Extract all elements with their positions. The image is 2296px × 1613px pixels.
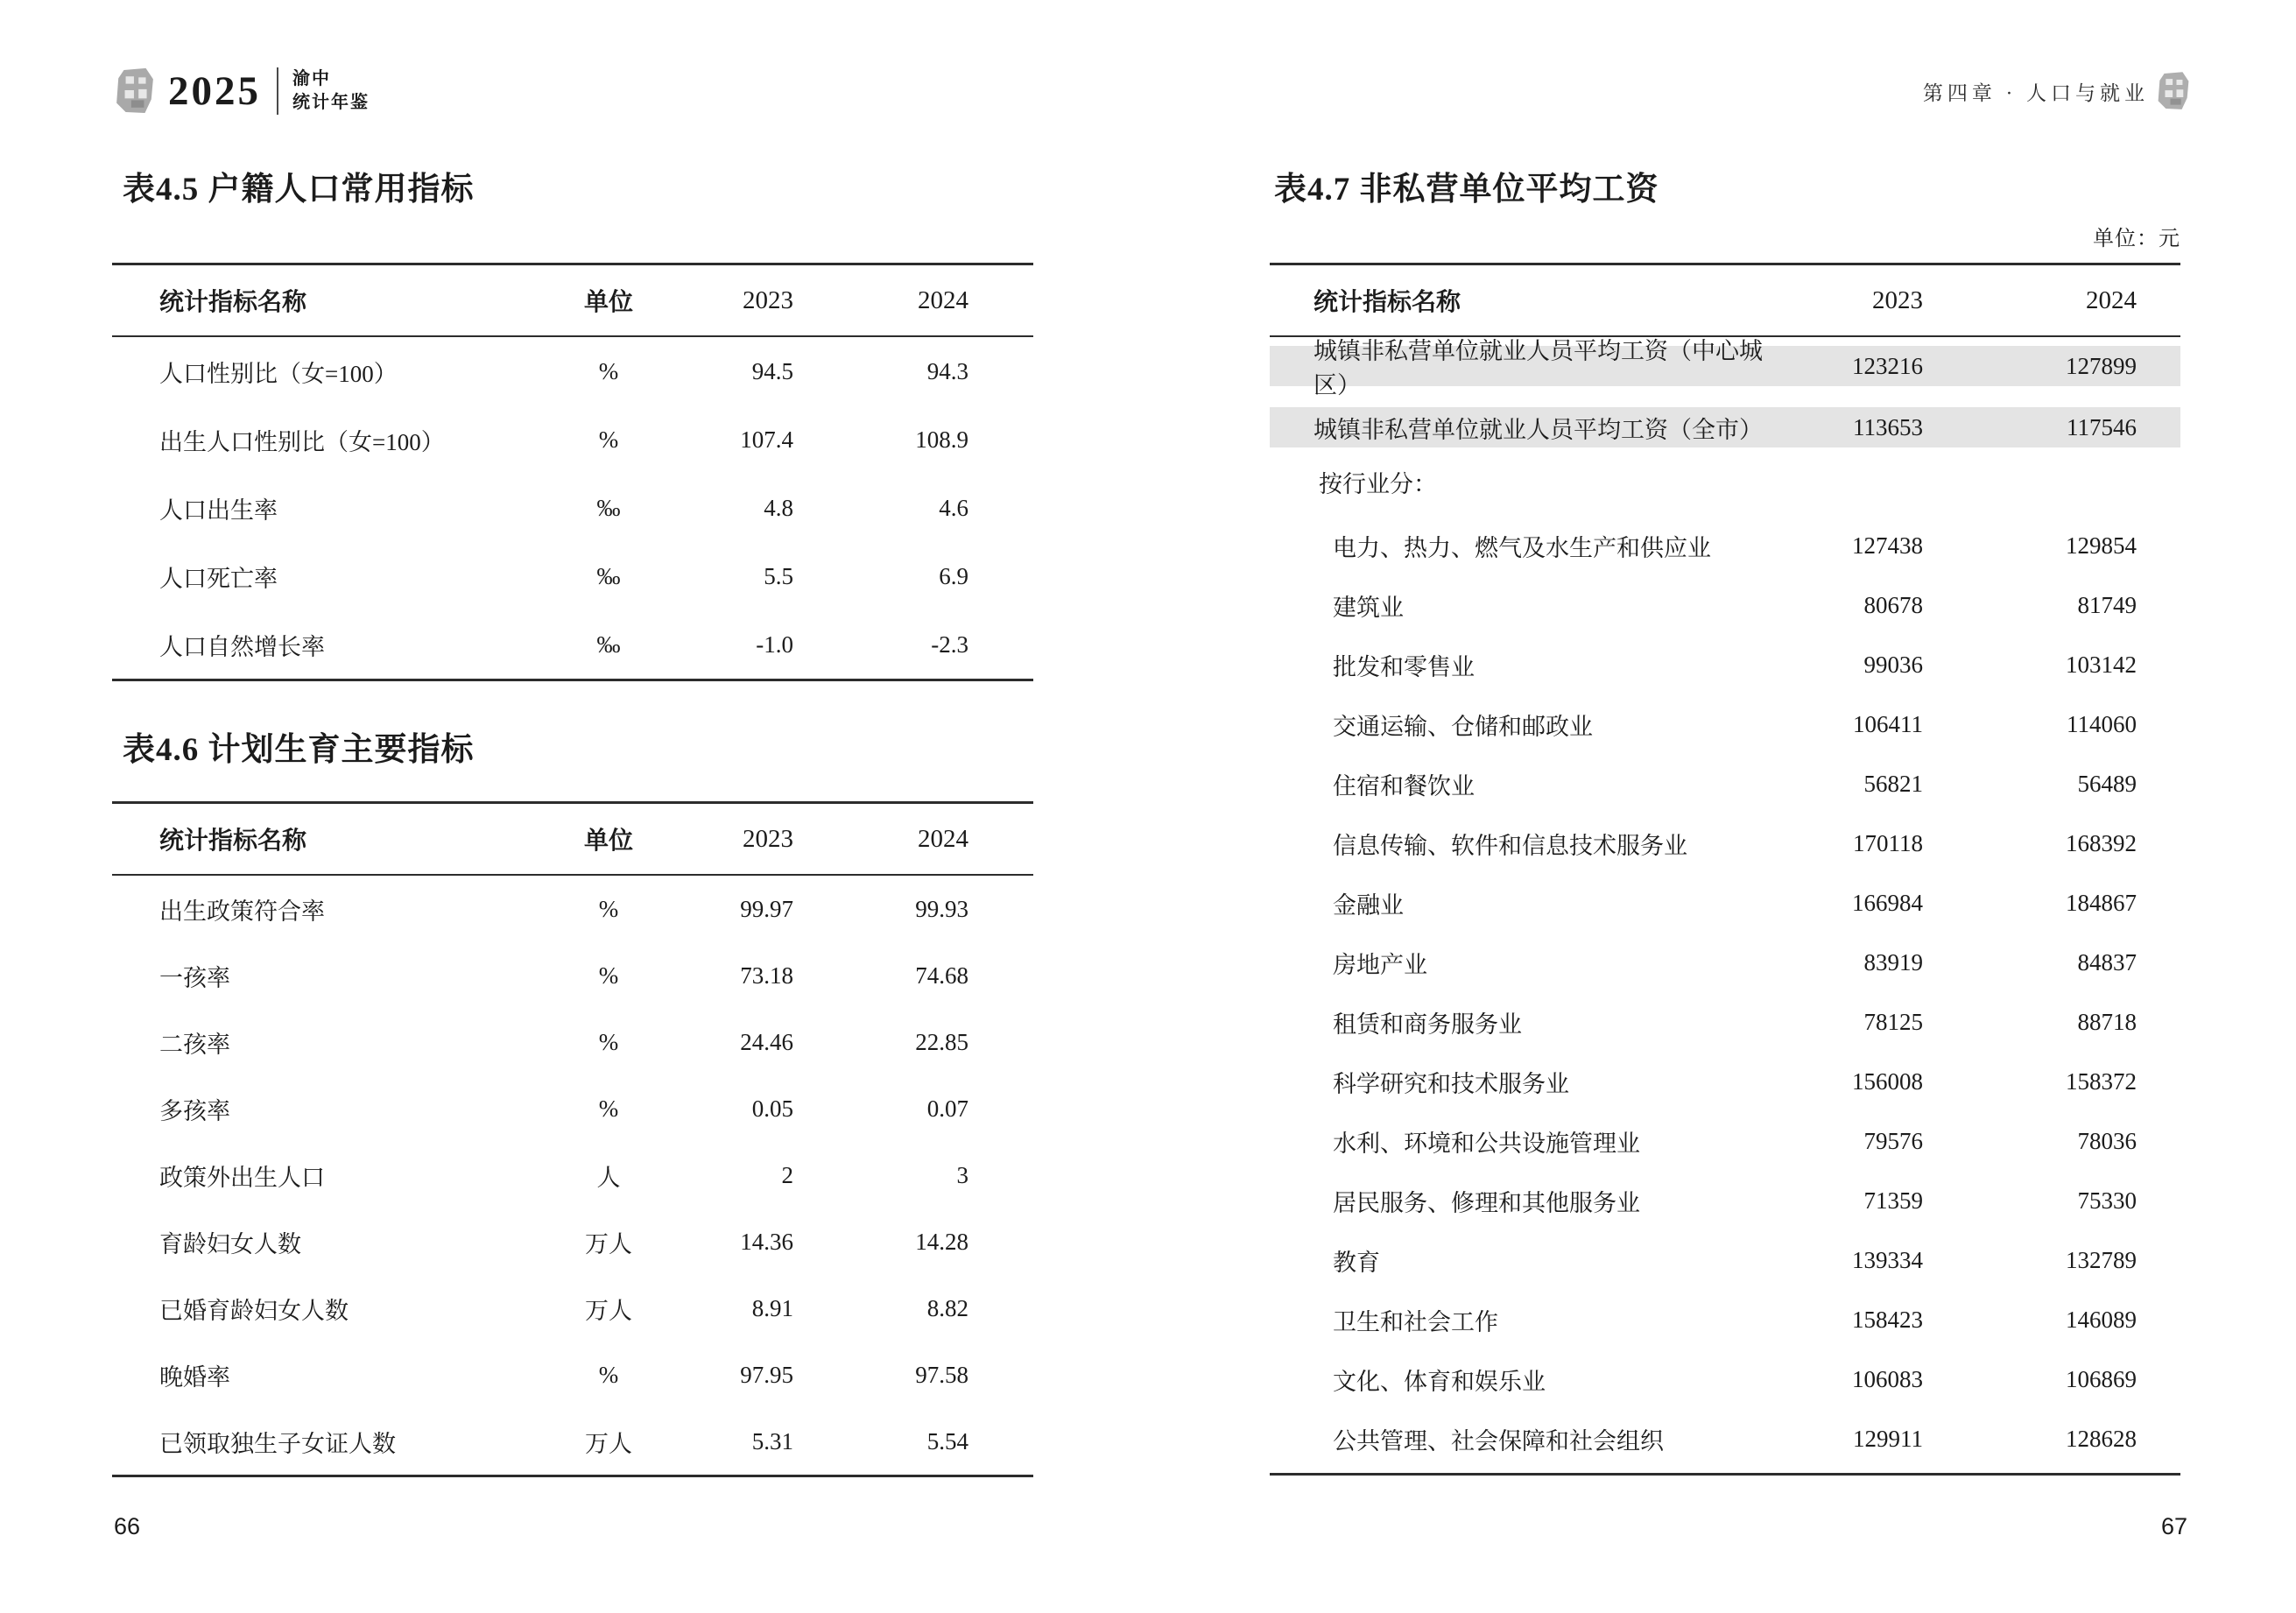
value-2023: 80678 xyxy=(1863,591,1923,618)
highlight-row xyxy=(1270,407,2180,447)
value-2024: 127899 xyxy=(2066,352,2137,379)
table-row xyxy=(1270,516,2180,575)
value-2024: 128628 xyxy=(2066,1425,2137,1452)
table-row xyxy=(112,1275,1033,1342)
table-row xyxy=(1270,1052,2180,1111)
table-row xyxy=(112,1009,1033,1075)
col-header-indicator: 统计指标名称 xyxy=(159,289,307,316)
row-unit: ‰ xyxy=(596,562,621,589)
table-row xyxy=(112,610,1033,679)
value-2023: 5.31 xyxy=(751,1427,793,1455)
table-row xyxy=(1270,1171,2180,1230)
value-2023: 71359 xyxy=(1863,1187,1923,1214)
row-label: 人口自然增长率 xyxy=(159,633,325,660)
row-unit: % xyxy=(598,357,619,384)
row-label: 公共管理、社会保障和社会组织 xyxy=(1333,1427,1664,1455)
value-2023: 97.95 xyxy=(740,1361,793,1388)
value-2023: 106083 xyxy=(1852,1365,1923,1392)
table-row xyxy=(112,405,1033,474)
value-2023: 79576 xyxy=(1863,1127,1923,1154)
value-2024: 158372 xyxy=(2066,1067,2137,1095)
table-row xyxy=(112,337,1033,405)
yearbook-brand xyxy=(114,67,370,116)
row-label: 卫生和社会工作 xyxy=(1333,1308,1498,1335)
table-row xyxy=(112,1142,1033,1208)
group-label-row xyxy=(1270,447,2180,516)
row-unit: % xyxy=(598,1095,619,1122)
table-row xyxy=(112,542,1033,610)
value-2024: 94.3 xyxy=(926,357,968,384)
table-row xyxy=(1270,694,2180,754)
value-2024: 168392 xyxy=(2066,829,2137,856)
value-2023: 56821 xyxy=(1863,770,1923,797)
value-2023: 24.46 xyxy=(740,1028,793,1055)
table45-title: 表4.5 户籍人口常用指标 xyxy=(123,172,475,208)
table45-header-row xyxy=(112,265,1033,337)
value-2024: 0.07 xyxy=(926,1095,968,1122)
row-label: 电力、热力、燃气及水生产和供应业 xyxy=(1333,534,1711,561)
row-label: 城镇非私营单位就业人员平均工资（中心城区） xyxy=(1314,338,1763,398)
value-2024: 81749 xyxy=(2077,591,2137,618)
table-row xyxy=(1270,873,2180,933)
row-label: 多孩率 xyxy=(159,1097,230,1124)
row-label: 已领取独生子女证人数 xyxy=(159,1430,396,1457)
yearbook-seal-icon xyxy=(114,67,156,116)
table-row xyxy=(1270,992,2180,1052)
row-label: 教育 xyxy=(1333,1249,1380,1276)
col-header-2023: 2023 xyxy=(743,285,793,314)
value-2024: 3 xyxy=(956,1161,968,1188)
row-unit: ‰ xyxy=(596,494,621,521)
row-label: 租赁和商务服务业 xyxy=(1333,1011,1522,1038)
value-2023: 107.4 xyxy=(740,426,793,453)
value-2023: 2 xyxy=(781,1161,793,1188)
value-2024: 184867 xyxy=(2066,889,2137,916)
row-label: 已婚育龄妇女人数 xyxy=(159,1297,349,1324)
row-unit: % xyxy=(598,1028,619,1055)
value-2023: 99.97 xyxy=(740,895,793,922)
value-2023: 4.8 xyxy=(764,494,793,521)
row-label: 文化、体育和娱乐业 xyxy=(1333,1368,1546,1395)
value-2023: 0.05 xyxy=(751,1095,793,1122)
table47-nonprivate-average-wages xyxy=(1270,263,2180,1476)
highlight-row xyxy=(1270,338,2180,398)
row-label: 出生人口性别比（女=100） xyxy=(159,428,445,455)
chapter-title: 第四章 · 人口与就业 xyxy=(1922,81,2149,104)
table-row xyxy=(112,1408,1033,1475)
value-2024: 132789 xyxy=(2066,1246,2137,1273)
yearbook-year: 2025 xyxy=(168,67,261,114)
table47-title: 表4.7 非私营单位平均工资 xyxy=(1274,172,1659,208)
row-label: 育龄妇女人数 xyxy=(159,1230,301,1257)
row-label: 晚婚率 xyxy=(159,1363,230,1391)
col-header-2024: 2024 xyxy=(918,285,968,314)
value-2023: 123216 xyxy=(1852,352,1923,379)
value-2023: 99036 xyxy=(1863,651,1923,678)
row-label: 科学研究和技术服务业 xyxy=(1333,1070,1569,1097)
col-header-2024: 2024 xyxy=(2086,285,2137,314)
yearbook-name xyxy=(292,67,370,115)
value-2024: 5.54 xyxy=(926,1427,968,1455)
group-label: 按行业分： xyxy=(1319,470,1437,497)
value-2023: 78125 xyxy=(1863,1008,1923,1035)
col-header-2023: 2023 xyxy=(1872,285,1923,314)
row-label: 二孩率 xyxy=(159,1031,230,1058)
value-2024: 75330 xyxy=(2077,1187,2137,1214)
value-2023: 129911 xyxy=(1853,1425,1923,1452)
value-2024: 14.28 xyxy=(915,1228,968,1255)
table-row xyxy=(1270,1111,2180,1171)
value-2024: 88718 xyxy=(2077,1008,2137,1035)
row-label: 建筑业 xyxy=(1333,594,1404,621)
value-2024: 129854 xyxy=(2066,532,2137,559)
row-label: 一孩率 xyxy=(159,964,230,991)
row-label: 住宿和餐饮业 xyxy=(1333,772,1475,799)
col-header-indicator: 统计指标名称 xyxy=(1314,289,1461,316)
row-label: 人口性别比（女=100） xyxy=(159,360,398,387)
value-2024: 106869 xyxy=(2066,1365,2137,1392)
value-2024: 108.9 xyxy=(915,426,968,453)
row-unit: % xyxy=(598,1361,619,1388)
value-2023: 113653 xyxy=(1853,413,1923,440)
value-2024: 103142 xyxy=(2066,651,2137,678)
value-2023: 127438 xyxy=(1852,532,1923,559)
row-label: 出生政策符合率 xyxy=(159,898,325,925)
value-2024: 97.58 xyxy=(915,1361,968,1388)
table-row xyxy=(1270,814,2180,873)
table-row xyxy=(1270,1290,2180,1349)
value-2024: 22.85 xyxy=(915,1028,968,1055)
value-2023: 156008 xyxy=(1852,1067,1923,1095)
row-label: 水利、环境和公共设施管理业 xyxy=(1333,1130,1640,1157)
value-2023: 158423 xyxy=(1852,1306,1923,1333)
row-label: 城镇非私营单位就业人员平均工资（全市） xyxy=(1314,416,1763,443)
yearbook-name-line2: 统计年鉴 xyxy=(292,93,370,112)
table46-family-planning-indicators xyxy=(112,801,1033,1477)
page-number-left: 66 xyxy=(114,1513,141,1539)
row-label: 交通运输、仓储和邮政业 xyxy=(1333,713,1593,740)
page-number-right: 67 xyxy=(2160,1513,2187,1539)
table-row xyxy=(112,1075,1033,1142)
row-label: 批发和零售业 xyxy=(1333,653,1475,680)
chapter-header xyxy=(1923,70,2191,112)
value-2024: 74.68 xyxy=(915,961,968,989)
value-2023: 14.36 xyxy=(740,1228,793,1255)
value-2023: 106411 xyxy=(1853,710,1923,737)
row-unit: 万人 xyxy=(585,1297,632,1324)
col-header-2024: 2024 xyxy=(918,824,968,853)
row-label: 政策外出生人口 xyxy=(159,1164,325,1191)
table-row xyxy=(112,474,1033,542)
row-unit: ‰ xyxy=(596,630,621,658)
row-unit: % xyxy=(598,961,619,989)
value-2024: -2.3 xyxy=(931,630,968,658)
col-header-unit: 单位 xyxy=(583,828,633,855)
value-2024: 99.93 xyxy=(915,895,968,922)
table46-title: 表4.6 计划生育主要指标 xyxy=(123,732,475,768)
table-row xyxy=(112,1342,1033,1408)
table-row xyxy=(1270,1230,2180,1290)
row-label: 人口出生率 xyxy=(159,497,278,524)
row-label: 人口死亡率 xyxy=(159,565,278,592)
col-header-unit: 单位 xyxy=(583,289,633,316)
table-row xyxy=(112,1208,1033,1275)
table-row xyxy=(1270,635,2180,694)
table47-header-row xyxy=(1270,265,2180,337)
row-unit: 万人 xyxy=(585,1430,632,1457)
row-label: 金融业 xyxy=(1333,891,1404,919)
table45-household-population-indicators xyxy=(112,263,1033,681)
brand-divider xyxy=(277,67,278,115)
value-2024: 4.6 xyxy=(939,494,968,521)
value-2024: 78036 xyxy=(2077,1127,2137,1154)
row-label: 房地产业 xyxy=(1333,951,1427,978)
value-2023: 170118 xyxy=(1853,829,1923,856)
yearbook-name-line1: 渝中 xyxy=(292,69,331,88)
value-2024: 56489 xyxy=(2077,770,2137,797)
table-row xyxy=(1270,1349,2180,1409)
value-2023: 166984 xyxy=(1852,889,1923,916)
value-2024: 6.9 xyxy=(939,562,968,589)
value-2024: 8.82 xyxy=(926,1294,968,1321)
value-2023: 139334 xyxy=(1852,1246,1923,1273)
table-row xyxy=(1270,575,2180,635)
row-label: 居民服务、修理和其他服务业 xyxy=(1333,1189,1640,1216)
value-2024: 84837 xyxy=(2077,948,2137,976)
chapter-seal-icon xyxy=(2156,70,2191,112)
value-2024: 117546 xyxy=(2067,413,2137,440)
value-2023: 5.5 xyxy=(764,562,793,589)
table-row xyxy=(1270,933,2180,992)
table-row xyxy=(112,876,1033,942)
table-row xyxy=(1270,754,2180,814)
table-row xyxy=(1270,1409,2180,1469)
row-unit: % xyxy=(598,895,619,922)
row-label: 信息传输、软件和信息技术服务业 xyxy=(1333,832,1687,859)
value-2023: 73.18 xyxy=(740,961,793,989)
col-header-2023: 2023 xyxy=(743,824,793,853)
table-row xyxy=(112,942,1033,1009)
table46-header-row xyxy=(112,804,1033,876)
row-unit: % xyxy=(598,426,619,453)
table47-unit-note: 单位：元 xyxy=(2093,228,2180,250)
row-unit: 万人 xyxy=(585,1230,632,1257)
value-2024: 114060 xyxy=(2067,710,2137,737)
value-2023: -1.0 xyxy=(756,630,793,658)
row-unit: 人 xyxy=(596,1164,621,1191)
col-header-indicator: 统计指标名称 xyxy=(159,828,307,855)
value-2023: 83919 xyxy=(1863,948,1923,976)
value-2023: 94.5 xyxy=(751,357,793,384)
value-2024: 146089 xyxy=(2066,1306,2137,1333)
value-2023: 8.91 xyxy=(751,1294,793,1321)
